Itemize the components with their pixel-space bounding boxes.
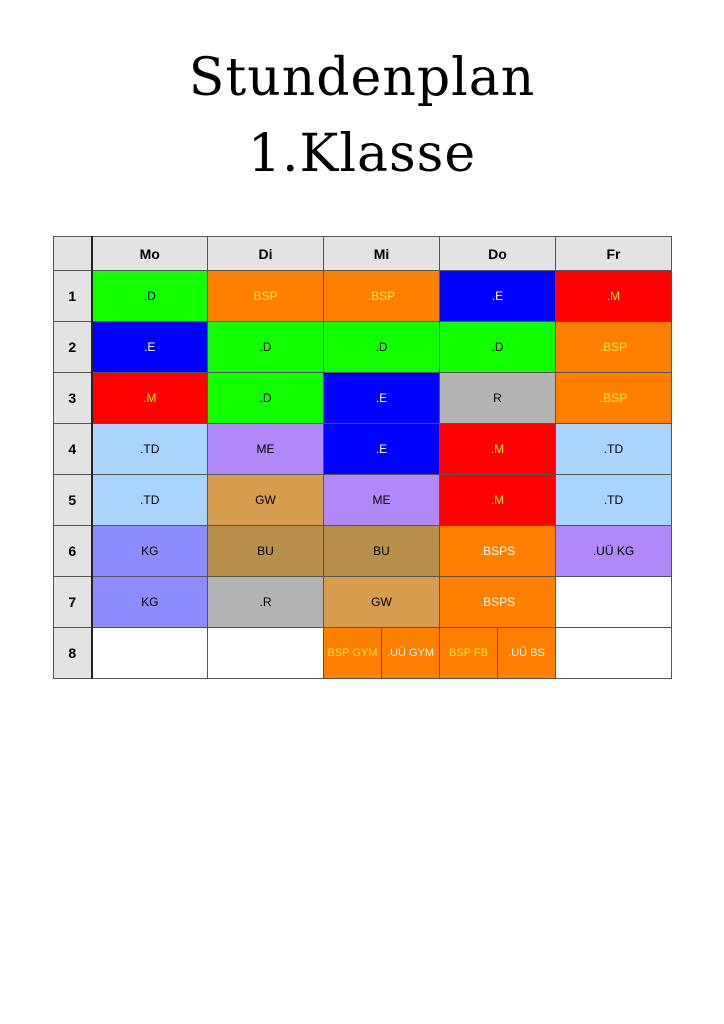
lesson-cell (440, 373, 556, 424)
lesson-label: KG (141, 544, 159, 558)
lesson-cell (324, 373, 440, 424)
lesson-cell (324, 475, 440, 526)
period-row (54, 577, 672, 628)
period-row (54, 373, 672, 424)
lesson-label: KG (141, 595, 159, 609)
period-number: 4 (54, 424, 92, 475)
lesson-label: .M (490, 493, 505, 507)
day-header-mo: Mo (92, 237, 208, 271)
page-subtitle: 1.Klasse (247, 124, 477, 184)
lesson-cell (208, 628, 324, 679)
period-number: 6 (54, 526, 92, 577)
lesson-cell (92, 271, 208, 322)
lesson-cell (440, 628, 556, 679)
day-header-do: Do (440, 237, 556, 271)
lesson-cell (556, 475, 672, 526)
lesson-cell (208, 424, 324, 475)
lesson-label: .BSPS (479, 544, 516, 558)
lesson-cell (440, 577, 556, 628)
lesson-label: .UÜ GYM (381, 628, 439, 678)
lesson-cell (440, 271, 556, 322)
lesson-cell (556, 271, 672, 322)
lesson-label: ME (256, 442, 275, 456)
lesson-cell (324, 424, 440, 475)
day-header-row (54, 237, 672, 271)
lesson-cell (440, 526, 556, 577)
lesson-label: .TD (603, 442, 624, 456)
page-title: Stundenplan (188, 48, 536, 108)
lesson-label: .E (491, 289, 504, 303)
lesson-cell (92, 577, 208, 628)
corner-cell (54, 237, 92, 271)
lesson-cell (208, 271, 324, 322)
lesson-label: BSP (253, 289, 278, 303)
lesson-cell (92, 322, 208, 373)
lesson-cell (440, 424, 556, 475)
lesson-cell (324, 526, 440, 577)
period-row (54, 475, 672, 526)
lesson-label: .BSP (367, 289, 396, 303)
lesson-cell (556, 424, 672, 475)
lesson-cell (324, 577, 440, 628)
lesson-label: .D (375, 340, 388, 354)
period-number: 8 (54, 628, 92, 679)
lesson-label: BSP GYM (324, 628, 381, 678)
period-number: 2 (54, 322, 92, 373)
lesson-label: GW (371, 595, 392, 609)
lesson-cell (324, 271, 440, 322)
lesson-label: .BSPS (479, 595, 516, 609)
lesson-label: ME (372, 493, 391, 507)
lesson-label: .D (259, 391, 272, 405)
lesson-cell (208, 322, 324, 373)
lesson-label: .R (259, 595, 272, 609)
lesson-cell (440, 475, 556, 526)
lesson-cell (208, 475, 324, 526)
lesson-cell (92, 526, 208, 577)
lesson-label: .E (144, 340, 156, 354)
day-header-di: Di (208, 237, 324, 271)
lesson-cell (556, 526, 672, 577)
lesson-cell (556, 322, 672, 373)
lesson-label: .BSP (599, 391, 628, 405)
lesson-cell (208, 526, 324, 577)
lesson-cell (92, 424, 208, 475)
period-row (54, 424, 672, 475)
lesson-label: .E (375, 391, 388, 405)
lesson-label: .UÜ KG (592, 544, 635, 558)
period-number: 7 (54, 577, 92, 628)
split-lesson (440, 628, 555, 678)
lesson-cell (556, 373, 672, 424)
lesson-label: .E (375, 442, 388, 456)
lesson-cell (324, 322, 440, 373)
lesson-label: BU (257, 544, 274, 558)
timetable (53, 236, 672, 679)
lesson-label: R (493, 391, 502, 405)
lesson-label: .M (143, 391, 157, 405)
lesson-label: .UÜ BS (497, 628, 555, 678)
period-row (54, 271, 672, 322)
lesson-cell (556, 628, 672, 679)
period-number: 3 (54, 373, 92, 424)
period-row (54, 628, 672, 679)
lesson-label: BU (373, 544, 390, 558)
period-row (54, 322, 672, 373)
lesson-label: .D (143, 289, 156, 303)
lesson-cell (208, 577, 324, 628)
split-lesson (324, 628, 439, 678)
lesson-label: .TD (140, 493, 160, 507)
lesson-label: .M (606, 289, 621, 303)
period-number: 1 (54, 271, 92, 322)
lesson-label: .D (491, 340, 504, 354)
lesson-cell (324, 628, 440, 679)
day-header-mi: Mi (324, 237, 440, 271)
lesson-label: .M (490, 442, 505, 456)
lesson-cell (556, 577, 672, 628)
lesson-label: .TD (603, 493, 624, 507)
lesson-label: .BSP (599, 340, 628, 354)
lesson-cell (92, 373, 208, 424)
period-row (54, 526, 672, 577)
lesson-label: BSP FB (440, 628, 497, 678)
lesson-cell (92, 628, 208, 679)
lesson-label: .D (259, 340, 272, 354)
lesson-cell (92, 475, 208, 526)
lesson-cell (208, 373, 324, 424)
lesson-label: GW (255, 493, 276, 507)
day-header-fr: Fr (556, 237, 672, 271)
period-number: 5 (54, 475, 92, 526)
lesson-cell (440, 322, 556, 373)
lesson-label: .TD (140, 442, 160, 456)
